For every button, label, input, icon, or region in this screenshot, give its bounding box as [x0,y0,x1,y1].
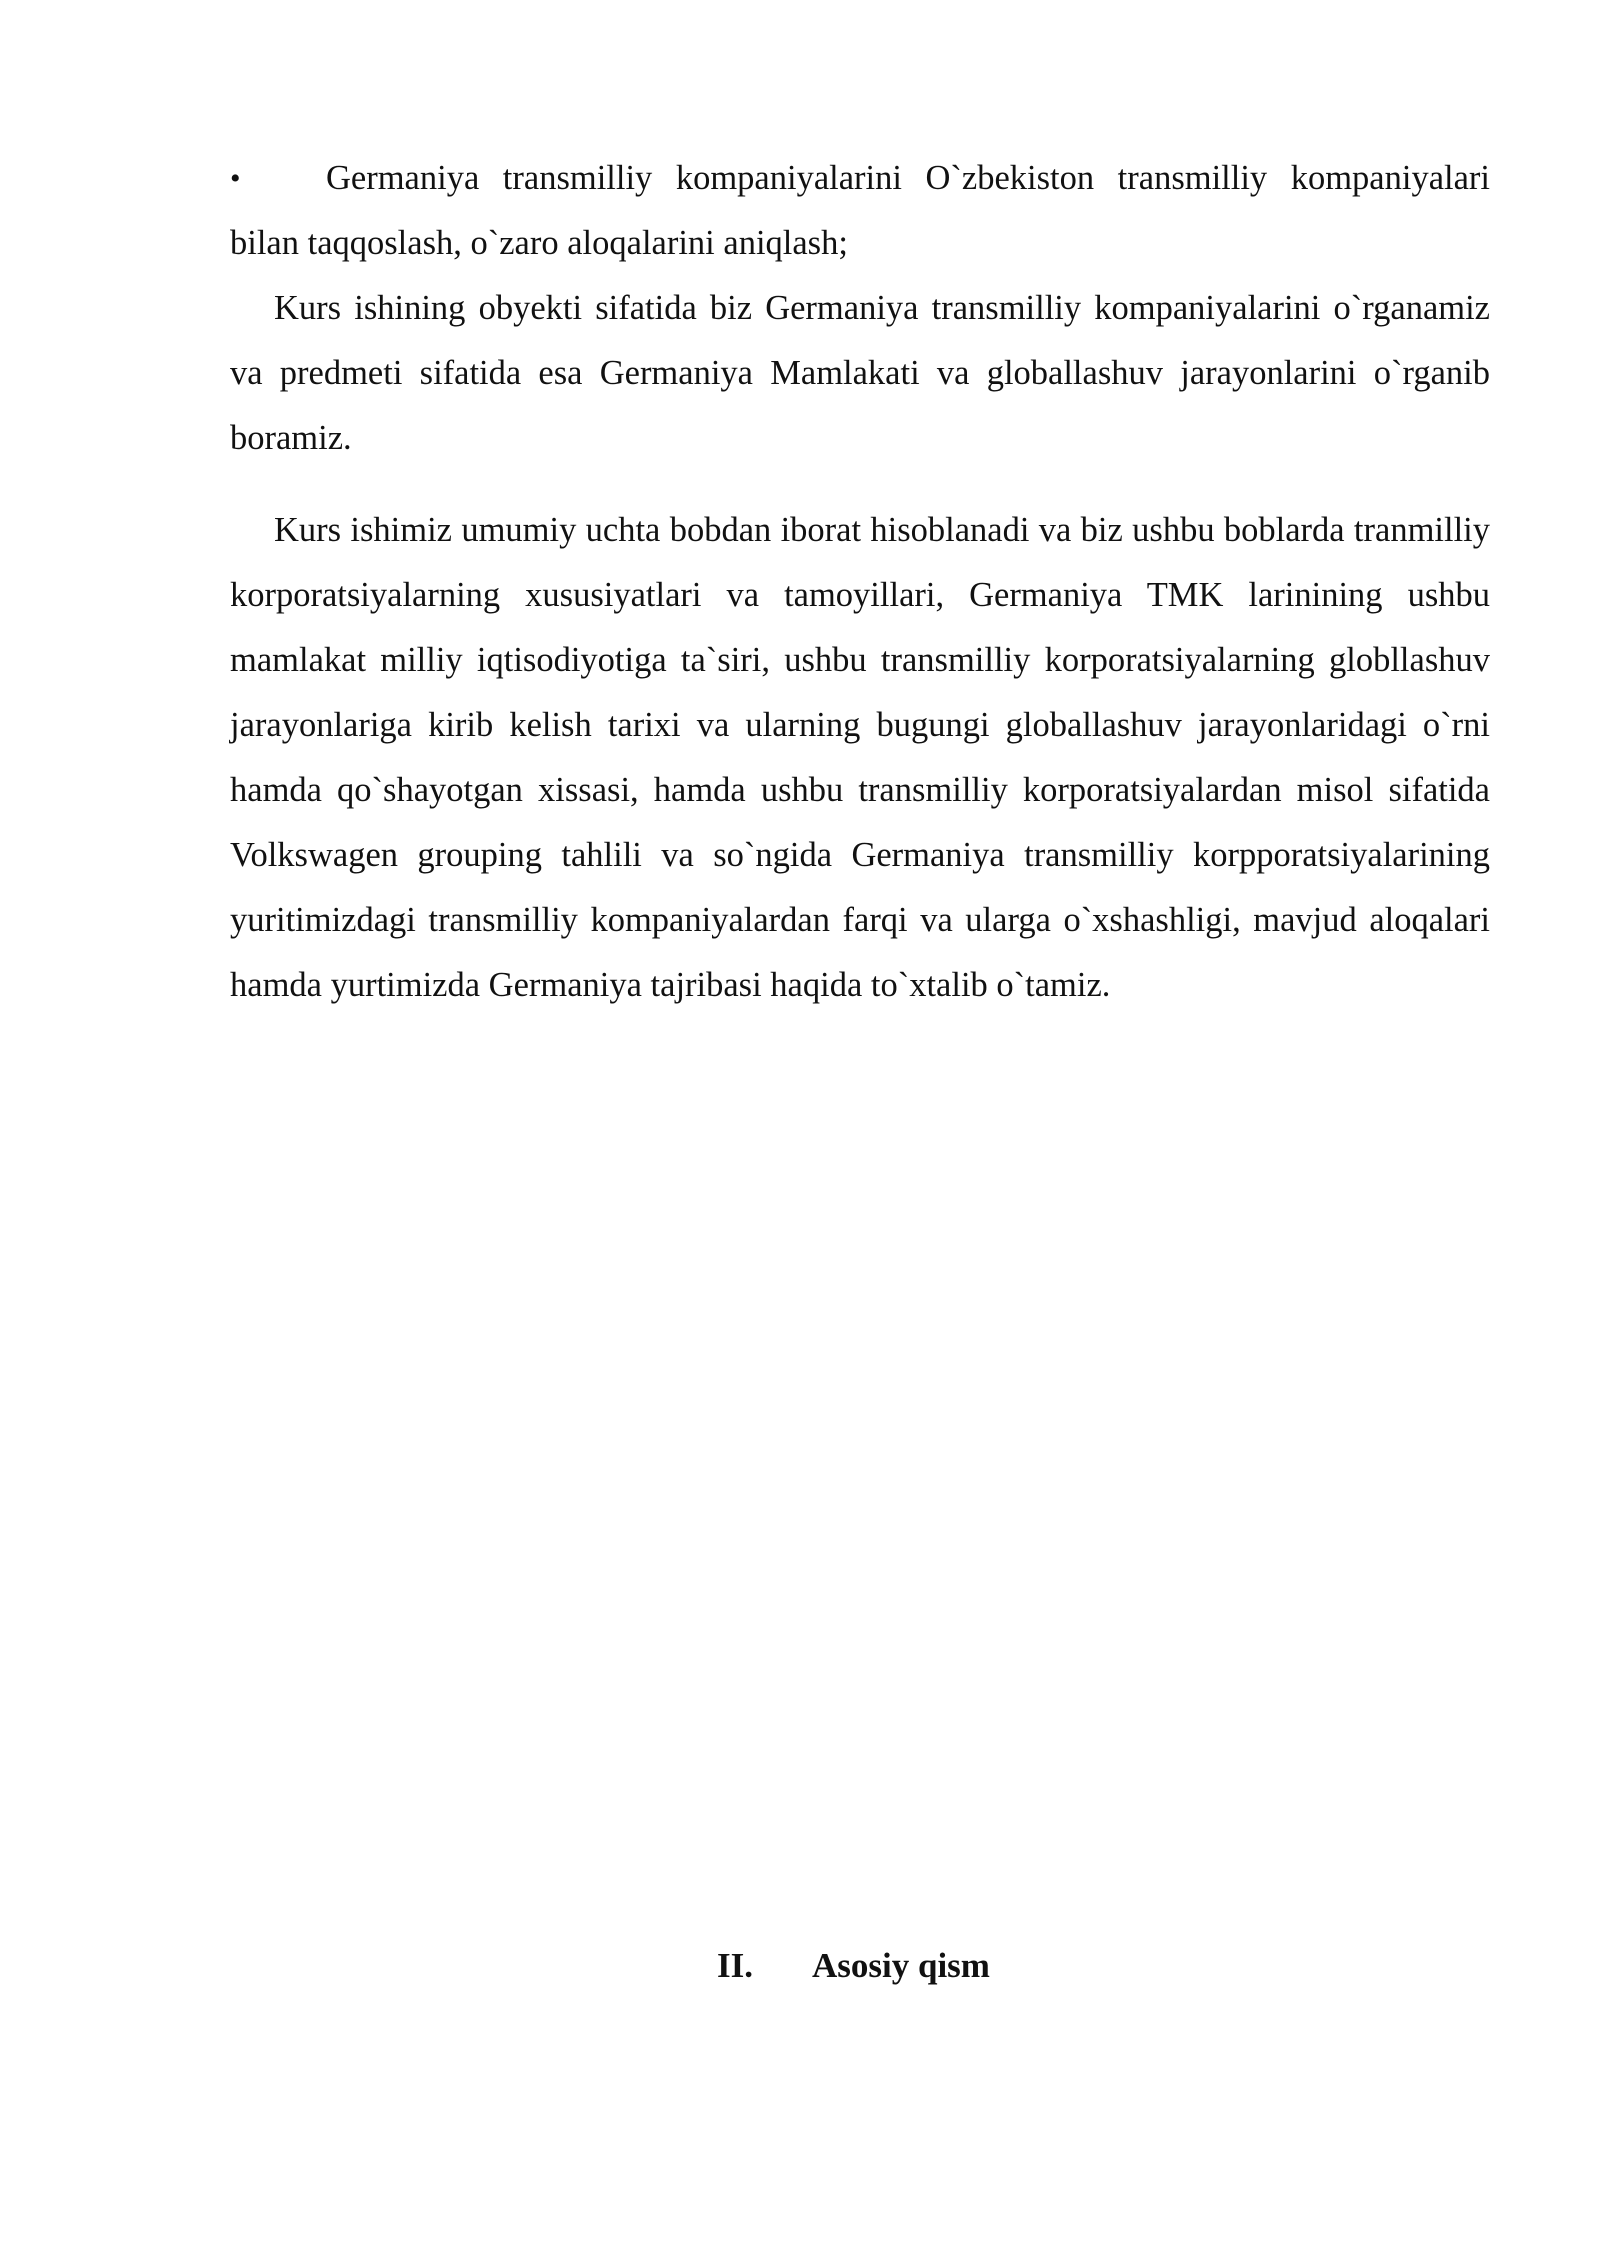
section-number: II. [717,1946,753,1985]
paragraph-object-subject: Kurs ishining obyekti sifatida biz Germaniya transmilliy kompaniyalarini o`rganamiz va predmeti sifatida esa Germaniya Mamlakati va globallashuv jarayonlarini o`rganib boramiz. [230,289,1490,457]
bullet-item-text: Germaniya transmilliy kompaniyalarini O`zbekiston transmilliy kompaniyalari bilan taqqoslash, o`zaro aloqalarini aniqlash; [230,159,1490,262]
document-body [230,146,1490,1018]
bullet-list-item [230,146,1490,276]
paragraph-structure: Kurs ishimiz umumiy uchta bobdan iborat hisoblanadi va biz ushbu boblarda tranmilliy korporatsiyalarning xususiyatlari va tamoyillari, Germaniya TMK larinining ushbu mamlakat milliy iqtisodiyotiga ta`siri, ushbu transmilliy korporatsiyalarning globllashuv jarayonlariga kirib kelish tarixi va ularning bugungi globallashuv jarayonlaridagi o`rni hamda qo`shayotgan xissasi, hamda ushbu transmilliy korporatsiyalardan misol sifatida Volkswagen grouping tahlili va so`ngida Germaniya transmilliy korpporatsiyalarining yuritimizdagi transmilliy kompaniyalardan farqi va ularga o`xshashligi, mavjud aloqalari hamda yurtimizda Germaniya tajribasi haqida to`xtalib o`tamiz. [230,511,1490,1004]
bullet-icon: • [230,162,241,195]
section-title: Asosiy qism [812,1946,990,1985]
